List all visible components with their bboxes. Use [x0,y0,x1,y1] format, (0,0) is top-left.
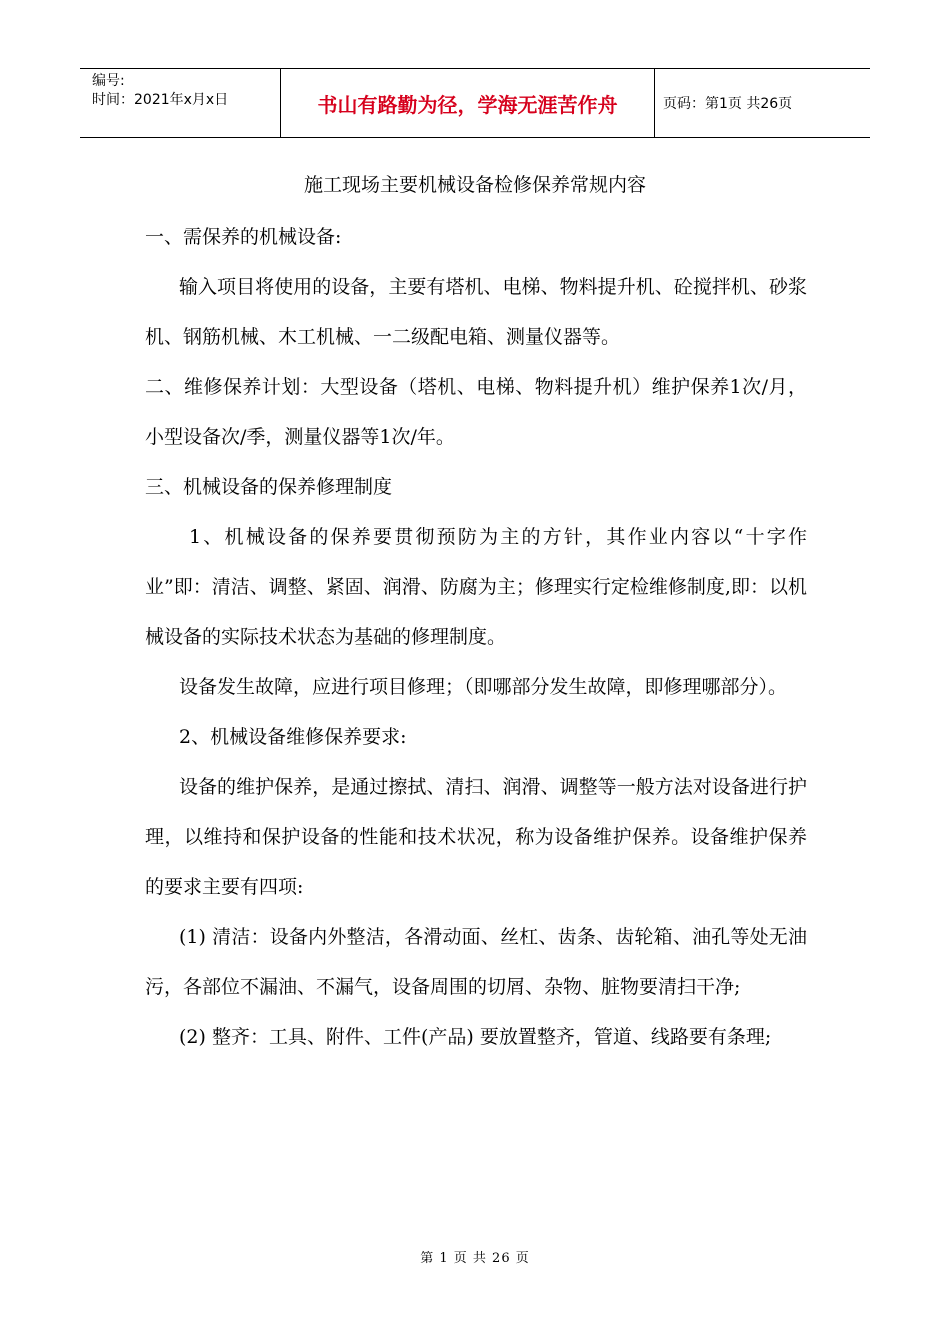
header-motto: 书山有路勤为径，学海无涯苦作舟 [317,92,618,117]
header-page-info: 页码：第1页 共26页 [663,96,793,112]
paragraph: (1) 清洁：设备内外整洁，各滑动面、丝杠、齿条、齿轮箱、油孔等处无油污，各部位不漏油、不漏气，设备周围的切屑、杂物、脏物要清扫干净; [145,926,807,998]
paragraph: 设备发生故障，应进行项目修理；（即哪部分发生故障，即修理哪部分）。 [179,676,788,698]
header-table [80,68,870,138]
paragraph: 输入项目将使用的设备，主要有塔机、电梯、物料提升机、砼搅拌机、砂浆机、钢筋机械、木工机械、一二级配电箱、测量仪器等。 [145,276,807,348]
header-page-cell [655,69,870,137]
document-body [145,212,807,1062]
document-date: 时间：2021年x月x日 [92,92,229,108]
paragraph: 设备的维护保养，是通过擦拭、清扫、润滑、调整等一般方法对设备进行护理，以维持和保护设备的性能和技术状况，称为设备维护保养。设备维护保养的要求主要有四项: [145,776,807,898]
paragraph: 2、机械设备维修保养要求: [179,726,407,748]
document-title: 施工现场主要机械设备检修保养常规内容 [303,174,646,196]
section-heading-1: 一、需保养的机械设备: [145,226,342,248]
paragraph: 1、机械设备的保养要贯彻预防为主的方针，其作业内容以“十字作业”即：清洁、调整、紧固、润滑、防腐为主；修理实行定检维修制度,即：以机械设备的实际技术状态为基础的修理制度。 [145,526,807,648]
section-heading-2: 二、维修保养计划：大型设备（塔机、电梯、物料提升机）维护保养1次/月，小型设备次/季，测量仪器等1次/年。 [145,376,807,448]
header-motto-cell [281,69,655,137]
header-meta-cell [80,69,281,137]
page-footer: 第 1 页 共 26 页 [420,1251,530,1266]
section-heading-3: 三、机械设备的保养修理制度 [145,476,393,498]
document-number-label: 编号: [92,73,125,89]
paragraph: (2) 整齐：工具、附件、工件(产品) 要放置整齐，管道、线路要有条理; [179,1026,772,1048]
